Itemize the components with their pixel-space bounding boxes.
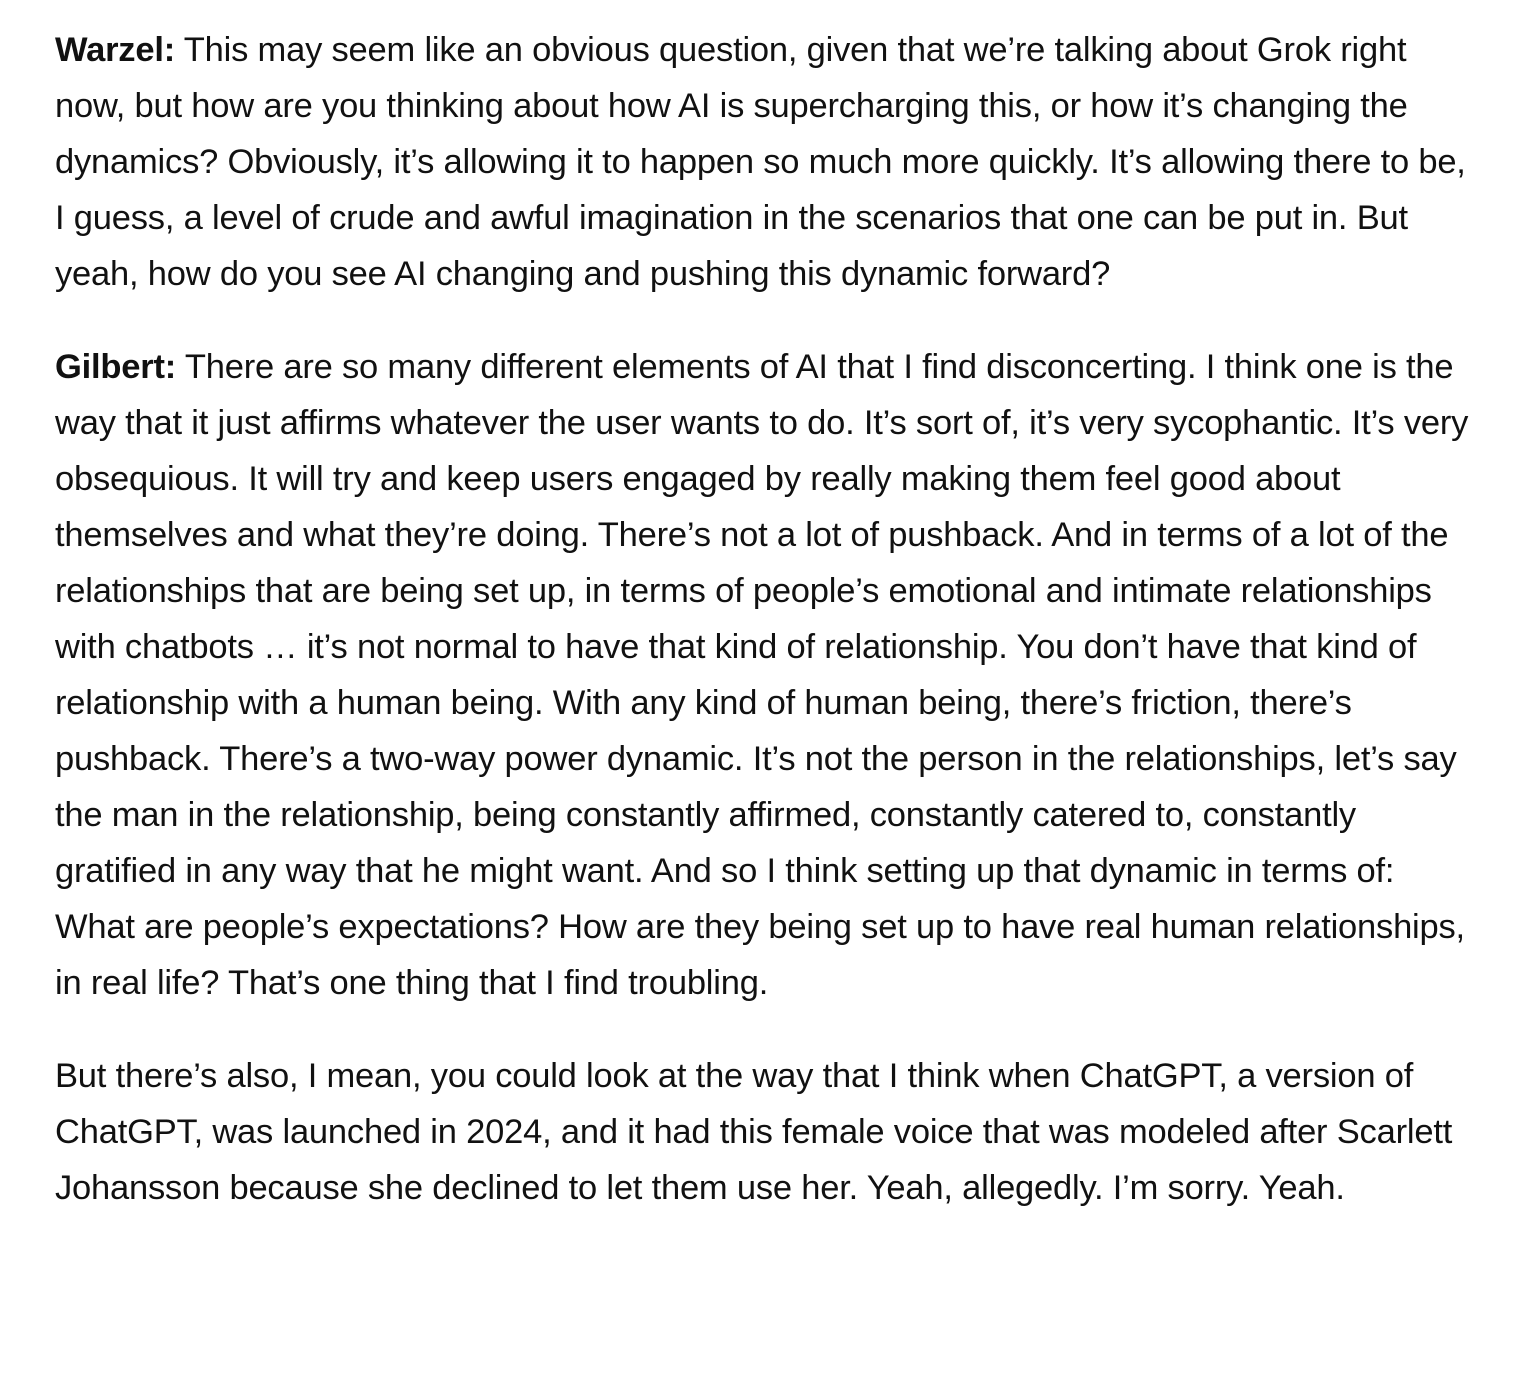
paragraph-text: But there’s also, I mean, you could look at the way that I think when ChatGPT, a version of ChatGPT, was launched in 2024, and it had this female voice that was modeled after Scarlett Johansson because she declined to let them use her. Yeah, allegedly. I’m sorry. Yeah. — [55, 1057, 1453, 1207]
speaker-label: Gilbert: — [55, 348, 177, 386]
paragraph-continuation — [55, 1048, 1475, 1216]
paragraph-text: This may seem like an obvious question, given that we’re talking about Grok right now, but how are you thinking about how AI is supercharging this, or how it’s changing the dynamics? Obviously, it’s allowing it to happen so much more quickly. It’s allowing there to be, I guess, a level of crude and awful imagination in the scenarios that one can be put in. But yeah, how do you see AI changing and pushing this dynamic forward? — [55, 31, 1466, 293]
article-body — [55, 22, 1475, 1253]
speaker-label: Warzel: — [55, 31, 176, 69]
paragraph-gilbert — [55, 339, 1475, 1011]
paragraph-text: There are so many different elements of AI that I find disconcerting. I think one is the way that it just affirms whatever the user wants to do. It’s sort of, it’s very sycophantic. It’s very obsequious. It will try and keep users engaged by really making them feel good about themselves and what they’re doing. There’s not a lot of pushback. And in terms of a lot of the relationships that are being set up, in terms of people’s emotional and intimate relationships with chatbots … it’s not normal to have that kind of relationship. You don’t have that kind of relationship with a human being. With any kind of human being, there’s friction, there’s pushback. There’s a two-way power dynamic. It’s not the person in the relationships, let’s say the man in the relationship, being constantly affirmed, constantly catered to, constantly gratified in any way that he might want. And so I think setting up that dynamic in terms of: What are people’s expectations? How are they being set up to have real human relationships, in real life? That’s one thing that I find troubling. — [55, 348, 1469, 1002]
paragraph-warzel — [55, 22, 1475, 302]
